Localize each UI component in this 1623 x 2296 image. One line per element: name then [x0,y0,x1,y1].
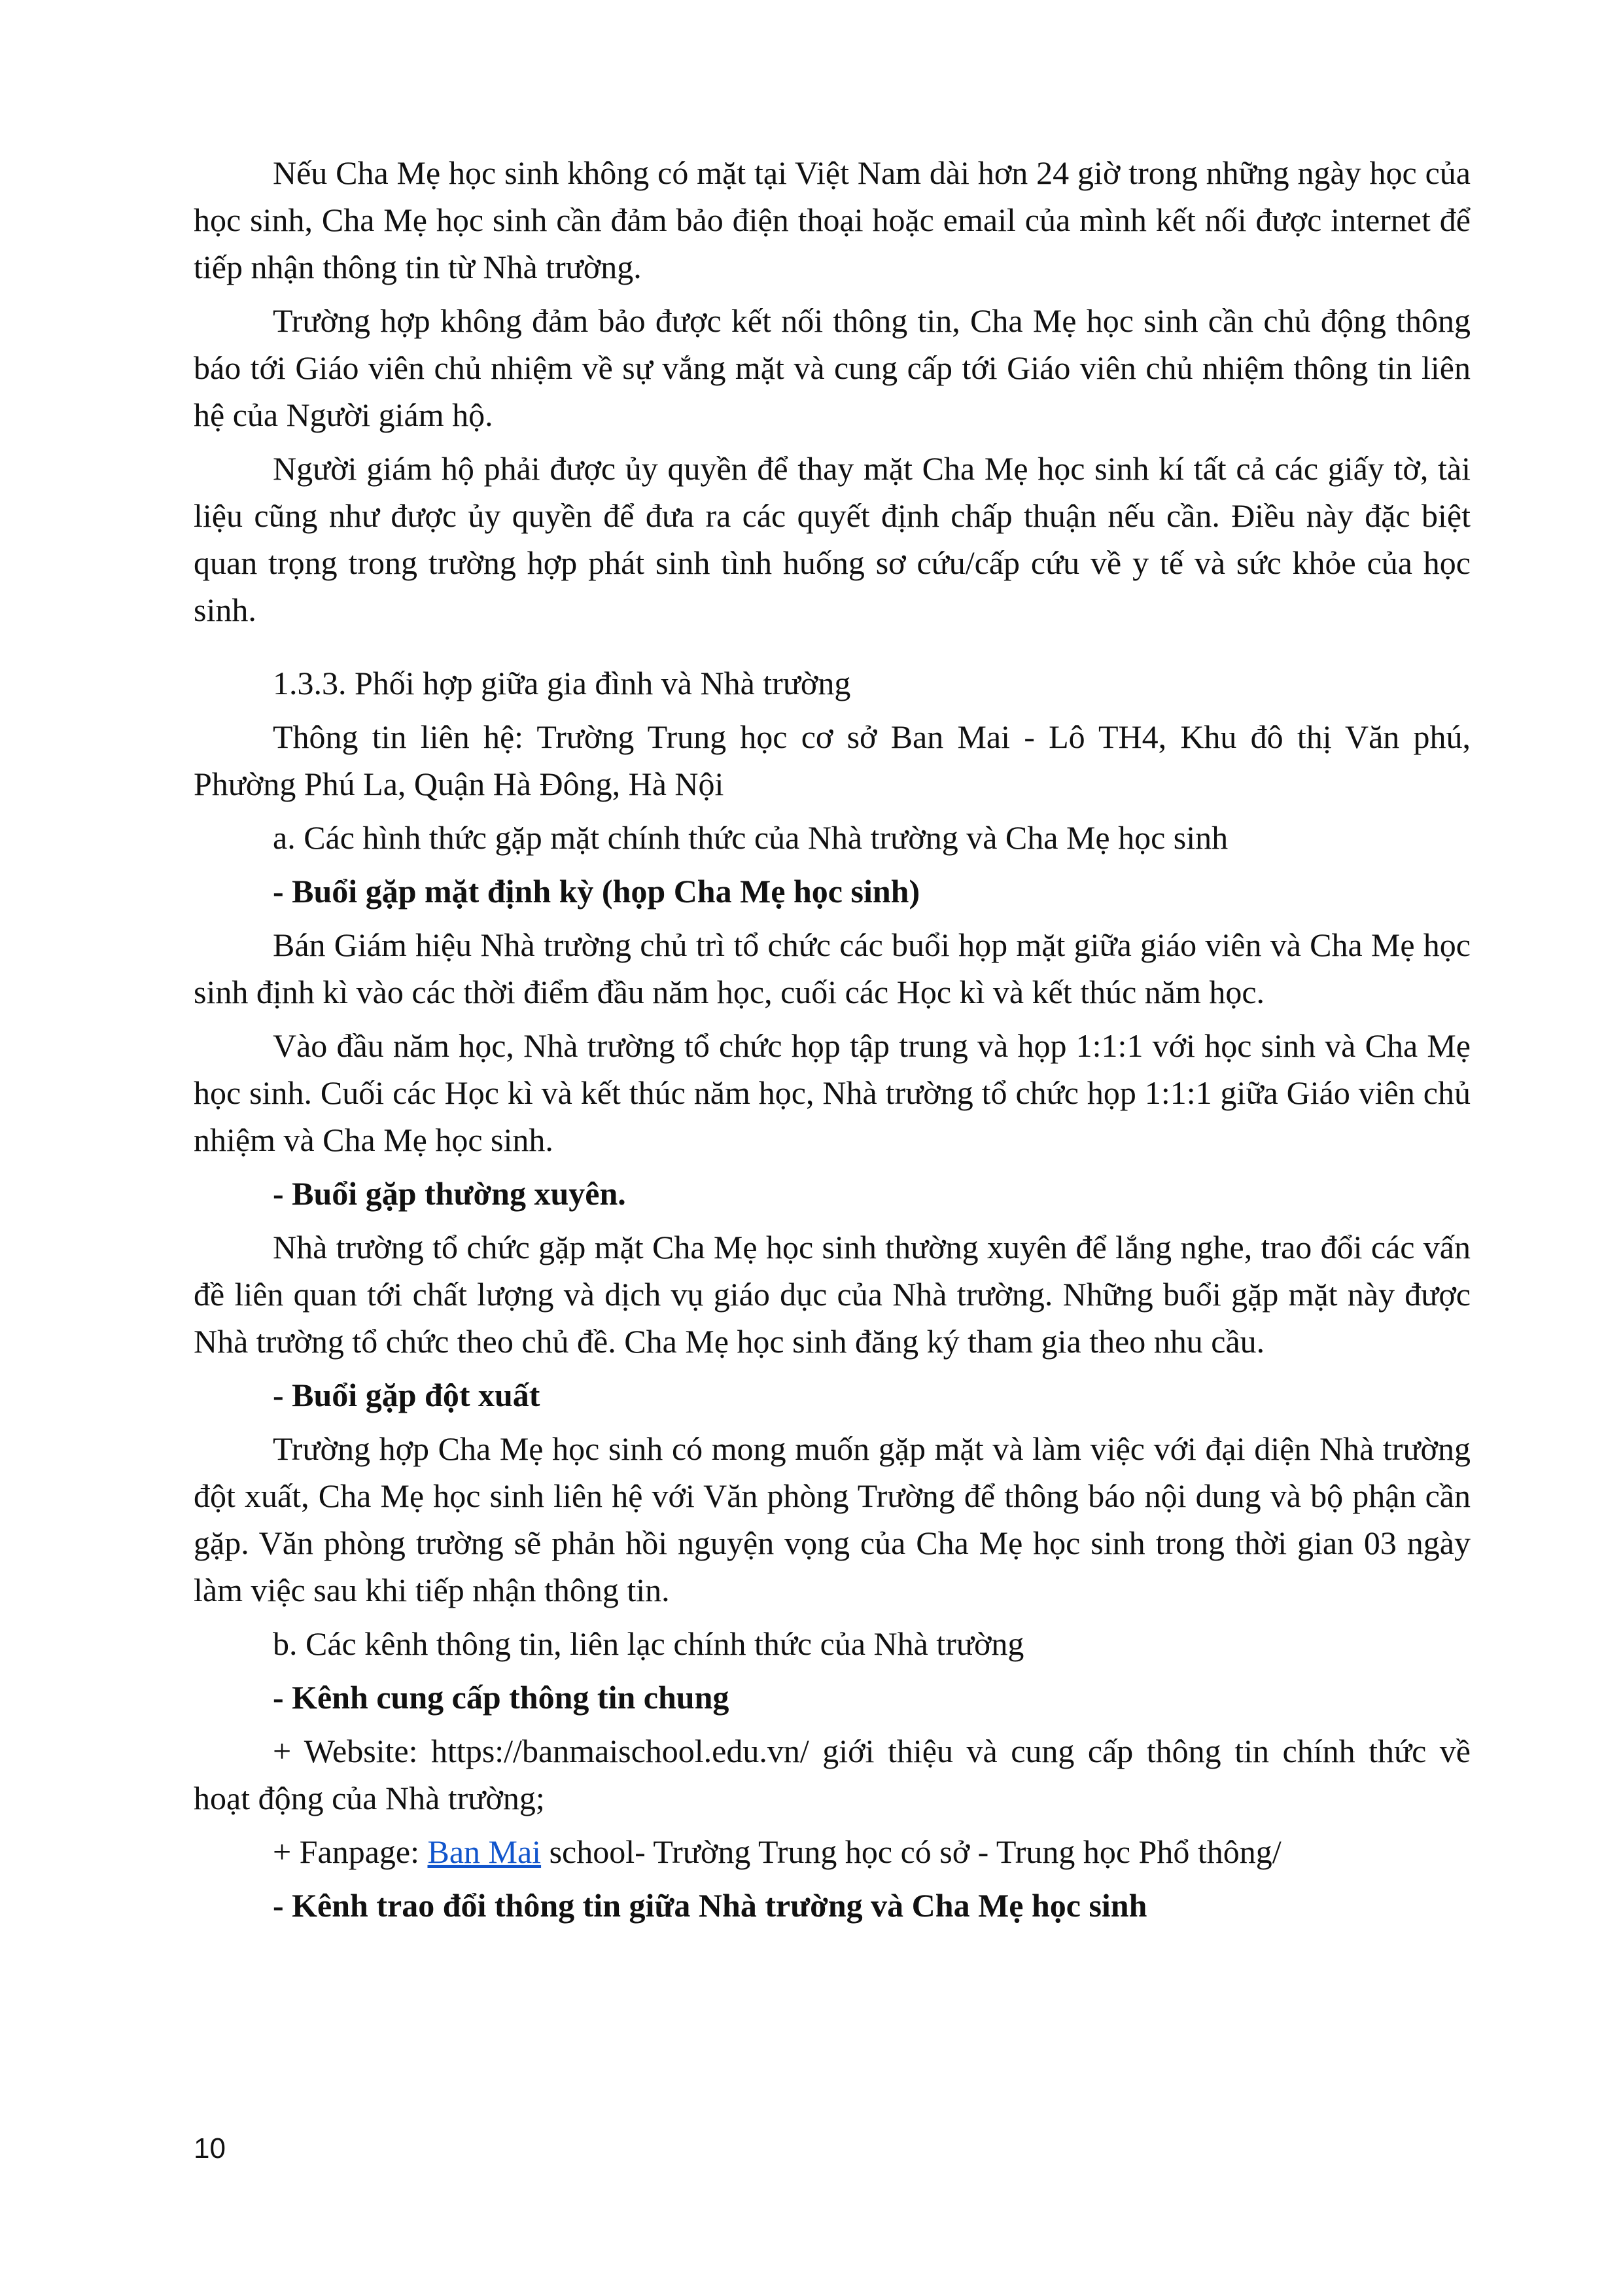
paragraph-fanpage [194,1828,1471,1875]
subheading-official-channels: b. Các kênh thông tin, liên lạc chính thức của Nhà trường [273,1625,1024,1662]
paragraph-ad-hoc-meeting: Trường hợp Cha Mẹ học sinh có mong muốn gặp mặt và làm việc với đại diện Nhà trường đột xuất, Cha Mẹ học sinh liên hệ với Văn phòng Trường để thông báo nội dung và bộ phận cần gặp. Văn phòng trường sẽ phản hồi nguyện vọng của Cha Mẹ học sinh trong thời gian 03 ngày làm việc sau khi tiếp nhận thông tin. [194,1430,1471,1608]
fanpage-suffix: school- Trường Trung học có sở - Trung học Phổ thông/ [541,1833,1282,1870]
page-number: 10 [194,2132,226,2164]
heading-periodic-meeting: - Buổi gặp mặt định kỳ (họp Cha Mẹ học sinh) [273,873,920,910]
paragraph-one-to-one: Vào đầu năm học, Nhà trường tổ chức họp tập trung và họp 1:1:1 với học sinh và Cha Mẹ học sinh. Cuối các Học kì và kết thúc năm học, Nhà trường tổ chức họp 1:1:1 giữa Giáo viên chủ nhiệm và Cha Mẹ học sinh. [194,1027,1471,1158]
heading-exchange-channel: - Kênh trao đổi thông tin giữa Nhà trường và Cha Mẹ học sinh [273,1887,1147,1924]
heading-ad-hoc-meeting: - Buổi gặp đột xuất [273,1377,540,1413]
paragraph-contact-info: Thông tin liên hệ: Trường Trung học cơ sở Ban Mai - Lô TH4, Khu đô thị Văn phú, Phường Phú La, Quận Hà Đông, Hà Nội [194,718,1471,802]
paragraph-absence: Nếu Cha Mẹ học sinh không có mặt tại Việt Nam dài hơn 24 giờ trong những ngày học của học sinh, Cha Mẹ học sinh cần đảm bảo điện thoại hoặc email của mình kết nối được internet để tiếp nhận thông tin từ Nhà trường. [194,154,1471,285]
heading-regular-meeting: - Buổi gặp thường xuyên. [273,1175,626,1212]
paragraph-regular-meeting: Nhà trường tổ chức gặp mặt Cha Mẹ học sinh thường xuyên để lắng nghe, trao đổi các vấn đề liên quan tới chất lượng và dịch vụ giáo dục của Nhà trường. Những buổi gặp mặt này được Nhà trường tổ chức theo chủ đề. Cha Mẹ học sinh đăng ký tham gia theo nhu cầu. [194,1229,1471,1360]
paragraph-website: + Website: https://banmaischool.edu.vn/ giới thiệu và cung cấp thông tin chính thức về hoạt động của Nhà trường; [194,1733,1471,1816]
paragraph-guardian: Người giám hộ phải được ủy quyền để thay mặt Cha Mẹ học sinh kí tất cả các giấy tờ, tài liệu cũng như được ủy quyền để đưa ra các quyết định chấp thuận nếu cần. Điều này đặc biệt quan trọng trong trường hợp phát sinh tình huống sơ cứu/cấp cứu về y tế và sức khỏe của học sinh. [194,450,1471,628]
heading-general-info-channel: - Kênh cung cấp thông tin chung [273,1679,729,1716]
fanpage-link[interactable]: Ban Mai [427,1833,542,1870]
section-heading-1-3-3: 1.3.3. Phối hợp giữa gia đình và Nhà trường [273,665,851,701]
subheading-meeting-forms: a. Các hình thức gặp mặt chính thức của Nhà trường và Cha Mẹ học sinh [273,819,1229,856]
page-body [194,149,1471,1935]
paragraph-no-connection: Trường hợp không đảm bảo được kết nối thông tin, Cha Mẹ học sinh cần chủ động thông báo tới Giáo viên chủ nhiệm về sự vắng mặt và cung cấp tới Giáo viên chủ nhiệm thông tin liên hệ của Người giám hộ. [194,302,1471,433]
paragraph-periodic-meeting: Bán Giám hiệu Nhà trường chủ trì tổ chức các buổi họp mặt giữa giáo viên và Cha Mẹ học sinh định kì vào các thời điểm đầu năm học, cuối các Học kì và kết thúc năm học. [194,927,1471,1010]
fanpage-prefix: + Fanpage: [273,1833,428,1870]
